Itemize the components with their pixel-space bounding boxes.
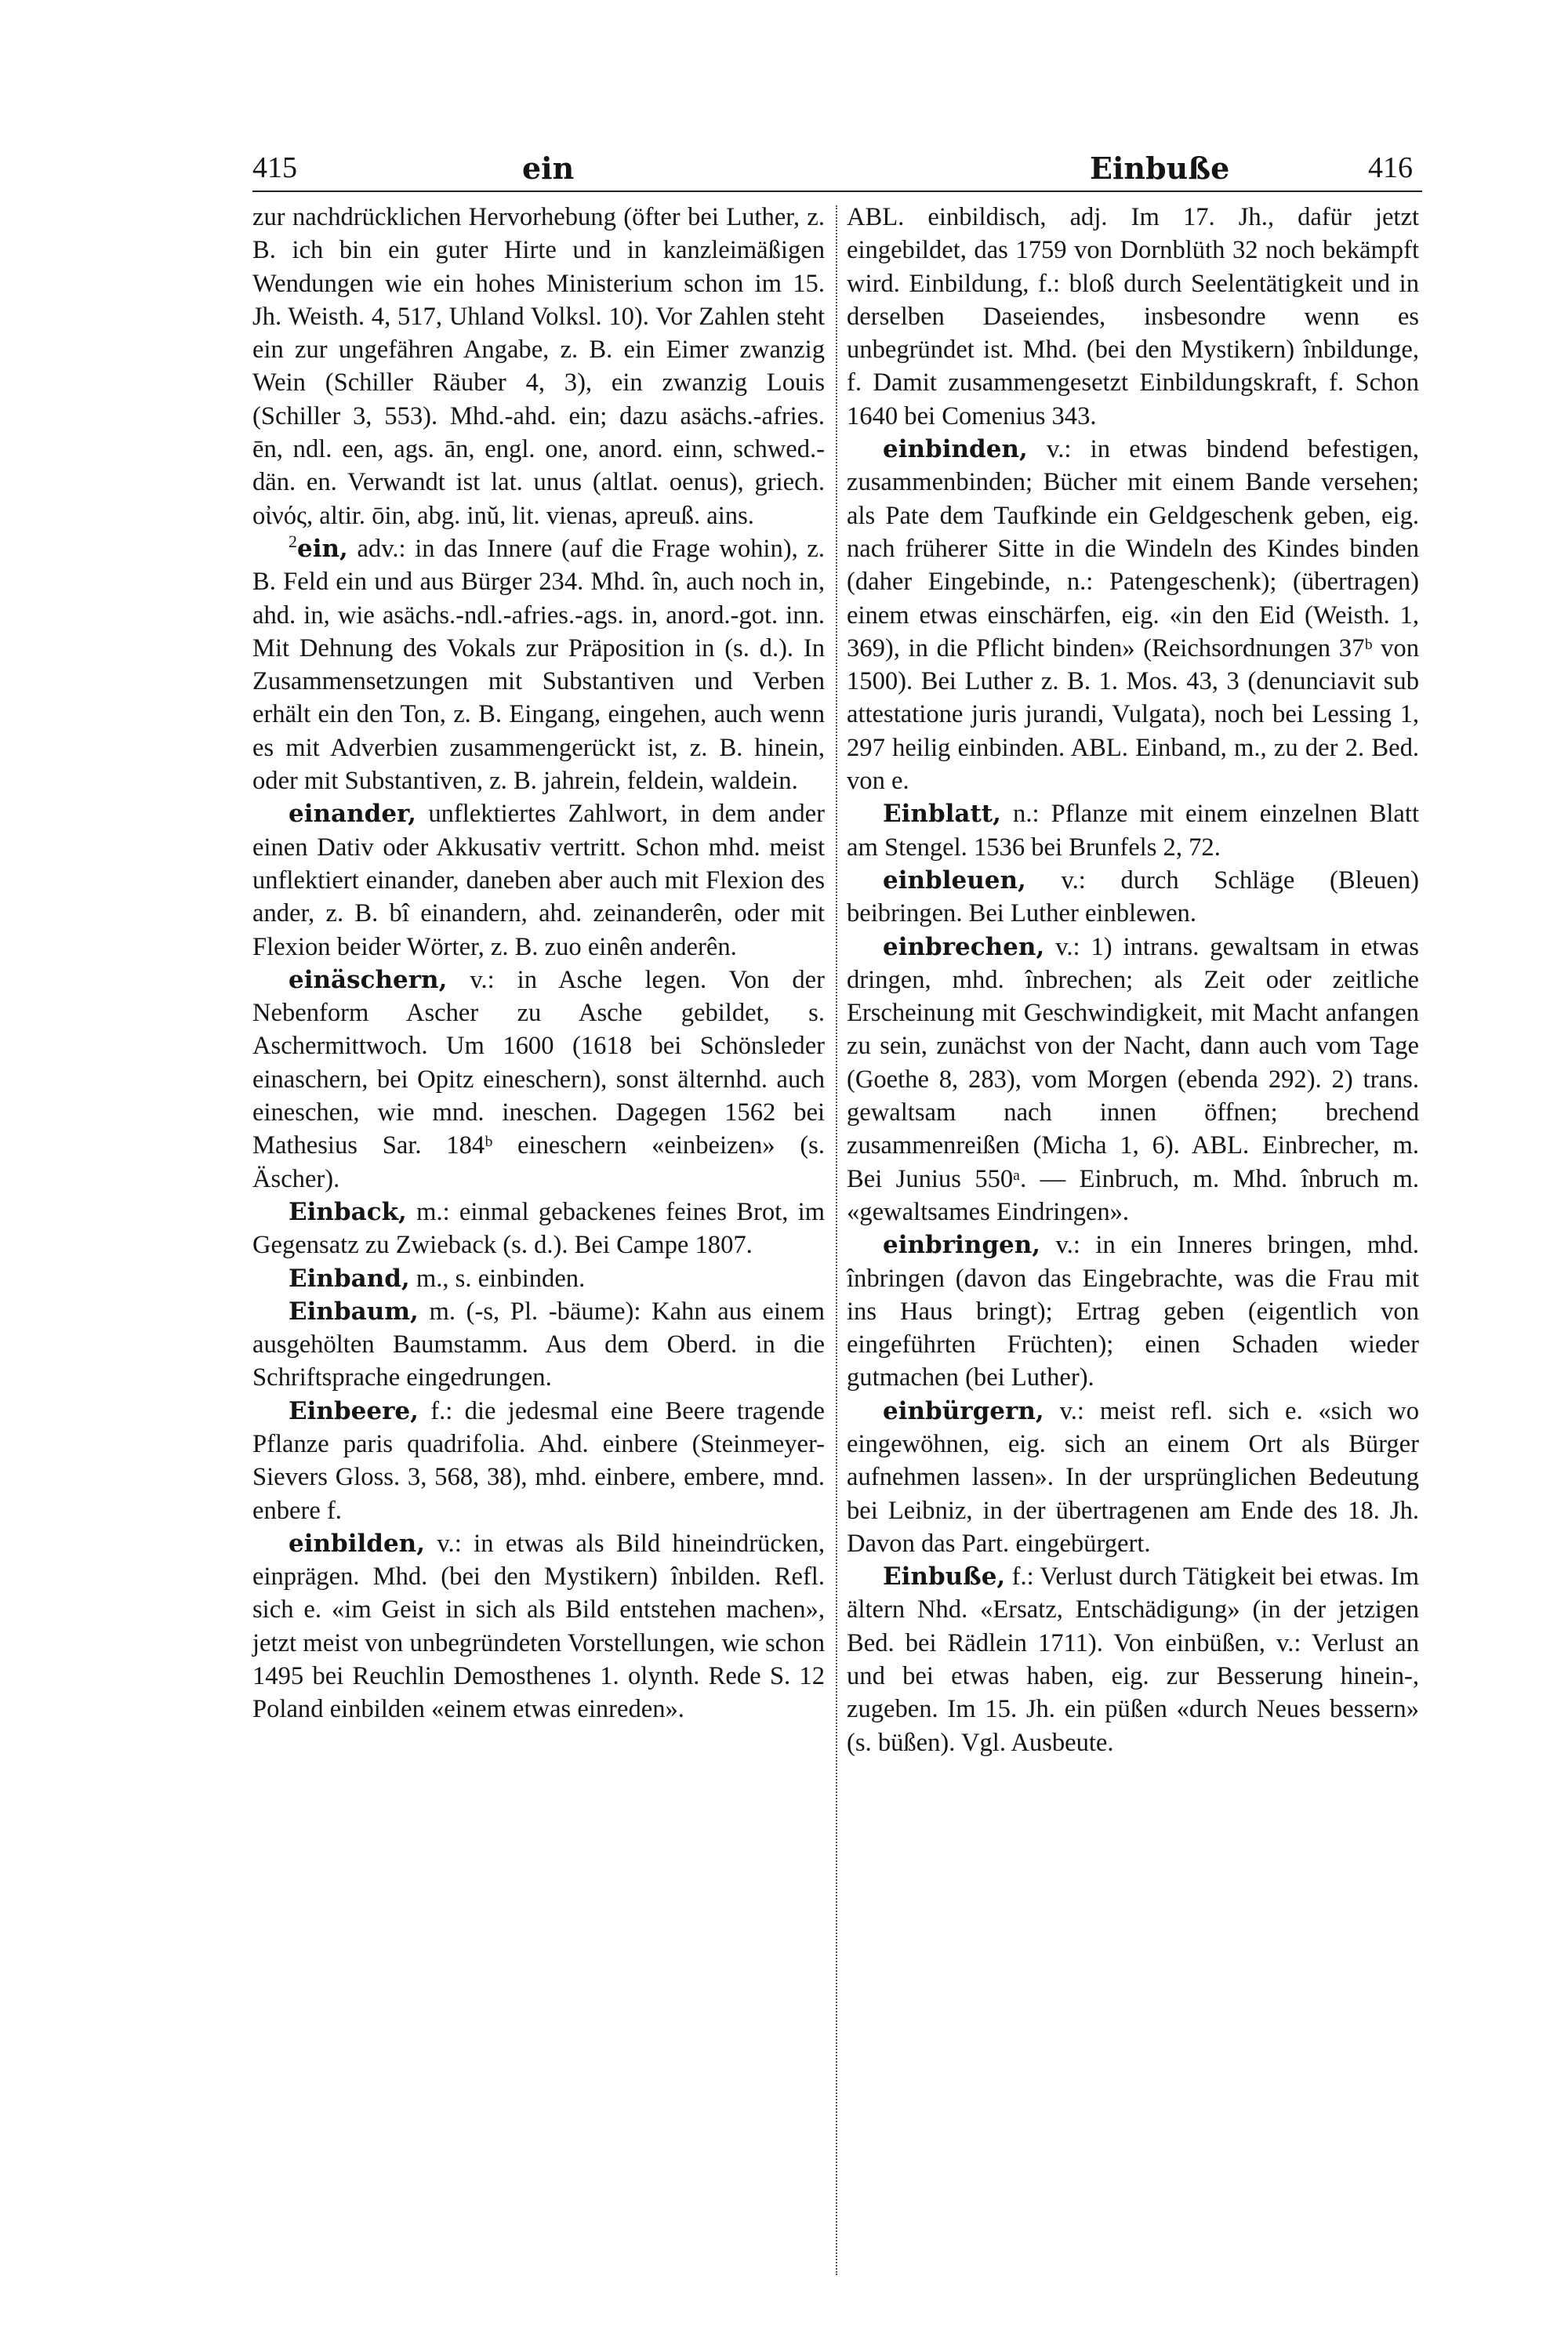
- entry-body: f.: die jedesmal eine Beere tragende Pflanze paris quadrifolia. Ahd. einbere (Steinmeyer-Sievers Gloss. 3, 568, 38), mhd. einbere, embere, mnd. enbere f.: [252, 1396, 825, 1525]
- entry-headword: einbrechen,: [883, 932, 1045, 961]
- dictionary-entry: [252, 1295, 825, 1395]
- entry-body: v.: 1) intrans. gewaltsam in etwas dringen, mhd. înbrechen; als Zeit oder zeitliche Erscheinung mit Geschwindigkeit, mit Macht anfangen zu sein, zunächst von der Nacht, dann auch vom Tage (Goethe 8, 283), vom Morgen (ebenda 292). 2) trans. gewaltsam nach innen öffnen; brechend zusammenreißen (Micha 1, 6). ABL. Einbrecher, m. Bei Junius 550ᵃ. — Einbruch, m. Mhd. înbruch m. «gewaltsames Eindringen».: [847, 932, 1419, 1226]
- entry-body: f.: Verlust durch Tätigkeit bei etwas. Im ältern Nhd. «Ersatz, Entschädigung» (in der jetzigen Bed. bei Rädlein 1711). Von einbüßen, v.: Verlust an und bei etwas haben, eig. zur Besserung hinein-, zugeben. Im 15. Jh. ein püßen «durch Neues bessern» (s. büßen). Vgl. Ausbeute.: [847, 1563, 1419, 1757]
- entry-body: adv.: in das Innere (auf die Frage wohin), z. B. Feld ein und aus Bürger 234. Mhd. în, auch noch in, ahd. in, wie asächs.-ndl.-afries.-ags. in, anord.-got. inn. Mit Dehnung des Vokals zur Präposition in (s. d.). In Zusammensetzungen mit Substantiven und Verben erhält ein den Ton, z. B. Eingang, eingehen, auch wenn es mit Adverbien zusammengerückt ist, z. B. hinein, oder mit Substantiven, z. B. jahrein, feldein, waldein.: [252, 534, 825, 796]
- entry-headword: Einback,: [289, 1197, 407, 1226]
- entry-body: unflektiertes Zahlwort, in dem ander einen Dativ oder Akkusativ vertritt. Schon mhd. meist unflektiert einander, daneben aber auch mit Flexion des ander, z. B. bî einandern, ahd. zeinanderên, oder mit Flexion beider Wörter, z. B. zuo einên anderên.: [252, 800, 825, 961]
- dictionary-entry: [847, 1560, 1419, 1759]
- entry-headword: einäschern,: [289, 965, 448, 994]
- entry-body: v.: in ein Inneres bringen, mhd. înbringen (davon das Eingebrachte, was die Frau mit ins Haus bringt); Ertrag geben (eigentlich von eingeführten Früchten); einen Schaden wieder gutmachen (bei Luther).: [847, 1231, 1419, 1392]
- entry-headword: Einband,: [289, 1264, 410, 1293]
- entry-body: zur nachdrücklichen Hervorhebung (öfter bei Luther, z. B. ich bin ein guter Hirte und in kanzleimäßigen Wendungen wie ein hohes Ministerium schon im 15. Jh. Weisth. 4, 517, Uhland Volksl. 10). Vor Zahlen steht ein zur ungefähren Angabe, z. B. ein Eimer zwanzig Wein (Schiller Räuber 4, 3), ein zwanzig Louis (Schiller 3, 553). Mhd.-ahd. ein; dazu asächs.-afries. ēn, ndl. een, ags. ān, engl. one, anord. einn, schwed.-dän. en. Verwandt ist lat. unus (altlat. oenus), griech. οἰνός, altir. ōin, abg. inŭ, lit. vienas, apreuß. ains.: [252, 203, 825, 530]
- entry-body: v.: in etwas bindend befestigen, zusammenbinden; Bücher mit einem Bande versehen; als Pate dem Taufkinde ein Geldgeschenk geben, eig. nach früherer Sitte in die Windeln des Kindes binden (daher Eingebinde, n.: Patengeschenk); (übertragen) einem etwas einschärfen, eig. «in den Eid (Weisth. 1, 369), in die Pflicht binden» (Reichsordnungen 37ᵇ von 1500). Bei Luther z. B. 1. Mos. 43, 3 (denunciavit sub attestatione juris jurandi, Vulgata), noch bei Lessing 1, 297 heilig einbinden. ABL. Einband, m., zu der 2. Bed. von e.: [847, 435, 1419, 796]
- dictionary-entry: [252, 1527, 825, 1726]
- entry-headword: Einblatt,: [883, 800, 1001, 829]
- entry-body: m. (-s, Pl. -bäume): Kahn aus einem ausgehölten Baumstamm. Aus dem Oberd. in die Schriftsprache eingedrungen.: [252, 1297, 825, 1392]
- dictionary-entry: [252, 532, 825, 797]
- entry-body: v.: in etwas als Bild hineindrücken, einprägen. Mhd. (bei den Mystikern) înbilden. Refl. sich e. «im Geist in sich als Bild entstehen machen», jetzt meist von unbegründeten Vorstellungen, wie schon 1495 bei Reuchlin Demosthenes 1. olynth. Rede S. 12 Poland einbilden «einem etwas einreden».: [252, 1529, 825, 1724]
- dictionary-entry: [252, 1395, 825, 1527]
- entry-headword: einbürgern,: [883, 1396, 1044, 1425]
- entry-body: v.: meist refl. sich e. «sich wo eingewöhnen, eig. sich an einem Ort als Bürger aufnehmen lassen». In der ursprünglichen Bedeutung bei Leibniz, in der übertragenen am Ende des 18. Jh. Davon das Part. eingebürgert.: [847, 1396, 1419, 1558]
- entry-body: v.: durch Schläge (Bleuen) beibringen. Bei Luther einblewen.: [847, 866, 1419, 928]
- dictionary-entry: [252, 1196, 825, 1262]
- homonym-number: 2: [289, 532, 297, 552]
- entry-body: n.: Pflanze mit einem einzelnen Blatt am Stengel. 1536 bei Brunfels 2, 72.: [847, 800, 1419, 862]
- entry-headword: Einbaum,: [289, 1297, 419, 1326]
- dictionary-entry: [847, 201, 1419, 433]
- dictionary-entry: [847, 931, 1419, 1229]
- entry-body: v.: in Asche legen. Von der Nebenform Ascher zu Asche gebildet, s. Aschermittwoch. Um 1600 (1618 bei Schönsleder einaschern, bei Opitz eineschern), sonst älternhd. auch eineschen, wie mnd. ineschen. Dagegen 1562 bei Mathesius Sar. 184ᵇ eineschern «einbeizen» (s. Äscher).: [252, 965, 825, 1193]
- entry-headword: Einbuße,: [883, 1563, 1006, 1592]
- dictionary-entry: [252, 797, 825, 963]
- entry-body: ABL. einbildisch, adj. Im 17. Jh., dafür jetzt eingebildet, das 1759 von Dornblüth 32 noch bekämpft wird. Einbildung, f.: bloß durch Seelentätigkeit und in derselben Daseiendes, insbesondre wenn es unbegründet ist. Mhd. (bei den Mystikern) înbildunge, f. Damit zusammengesetzt Einbildungskraft, f. Schon 1640 bei Comenius 343.: [847, 203, 1419, 430]
- dictionary-entry: [252, 201, 825, 532]
- dictionary-entry: [847, 797, 1419, 864]
- entry-headword: einander,: [289, 800, 416, 829]
- right-page-number: 416: [1368, 151, 1413, 184]
- entry-headword: Einbeere,: [289, 1396, 419, 1425]
- left-column: [252, 201, 825, 1726]
- entry-body: m.: einmal gebackenes feines Brot, im Gegensatz zu Zwieback (s. d.). Bei Campe 1807.: [252, 1197, 825, 1260]
- entry-headword: einbleuen,: [883, 866, 1026, 895]
- header-rule: [252, 191, 1422, 192]
- dictionary-entry: [252, 964, 825, 1196]
- column-divider: [836, 205, 838, 2275]
- entry-headword: einbinden,: [883, 435, 1028, 464]
- dictionary-entry: [847, 433, 1419, 797]
- right-keyword: Einbuße: [1090, 151, 1230, 186]
- entry-headword: einbringen,: [883, 1231, 1041, 1260]
- entry-headword: einbilden,: [289, 1529, 425, 1558]
- left-keyword: ein: [522, 151, 575, 186]
- entry-headword: ein,: [297, 534, 348, 563]
- dictionary-entry: [847, 1395, 1419, 1560]
- left-page-number: 415: [252, 151, 297, 184]
- entry-body: m., s. einbinden.: [409, 1264, 586, 1293]
- dictionary-entry: [847, 864, 1419, 931]
- dictionary-entry: [847, 1229, 1419, 1394]
- dictionary-entry: [252, 1262, 825, 1295]
- right-column: [847, 201, 1419, 1759]
